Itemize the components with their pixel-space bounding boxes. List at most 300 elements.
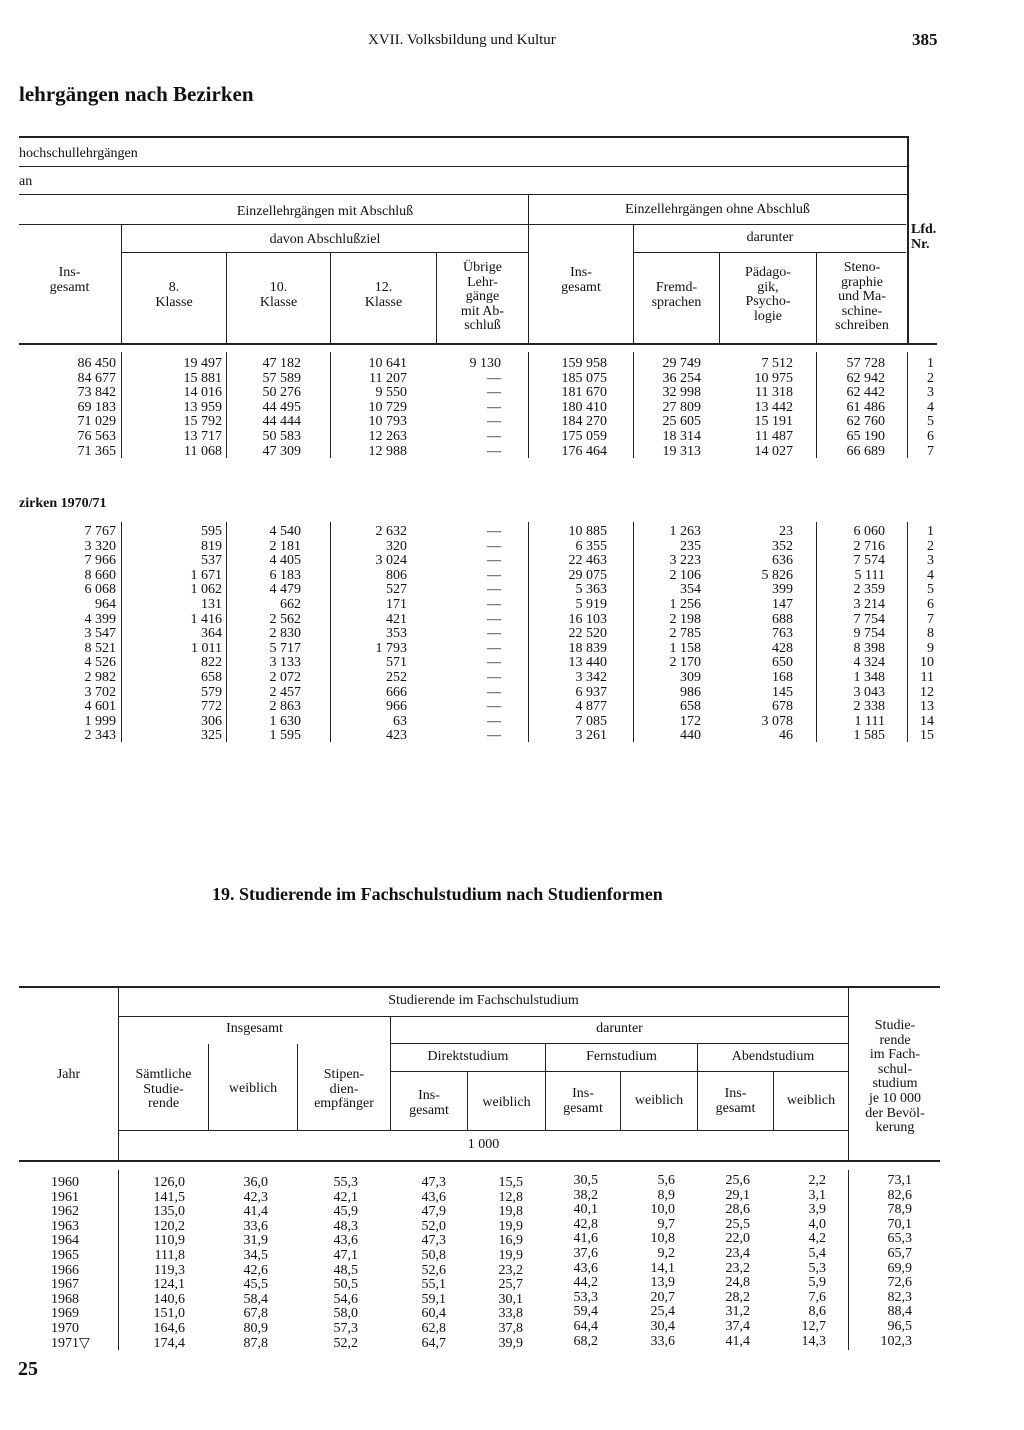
col-fern-weiblich-cell: 20,7 (650, 1289, 675, 1305)
b2-col-insgesamt-ohne-cell: 22 463 (568, 553, 607, 569)
header-jahr: Jahr (56, 1067, 81, 1082)
header-fern-weiblich: weiblich (634, 1093, 684, 1108)
col-abend-insgesamt-cell: 24,8 (725, 1275, 750, 1291)
b1-col-fremdsprachen-cell: 18 314 (662, 428, 701, 444)
b1-col-insgesamt-ohne (529, 357, 607, 459)
col-abend-weiblich-cell: 5,3 (808, 1260, 826, 1276)
b2-col-8-klasse-cell: 772 (201, 699, 222, 715)
col-fern-insgesamt-cell: 42,8 (573, 1216, 598, 1232)
b2-col-8-klasse-cell: 131 (201, 596, 222, 612)
col-weiblich-cell: 31,9 (243, 1233, 268, 1249)
col-abend-weiblich-cell: 8,6 (808, 1304, 826, 1320)
col-direkt-weiblich-cell: 19,8 (498, 1204, 523, 1220)
col-fern-weiblich-cell: 8,9 (657, 1187, 675, 1203)
b2-col-insgesamt-cell: 1 999 (84, 713, 116, 729)
b1-col-10-klasse-cell: 44 495 (262, 399, 301, 415)
col-direkt-weiblich-cell: 19,9 (498, 1247, 523, 1263)
b2-col-8-klasse-cell: 1 416 (190, 611, 222, 627)
b1-col-paedagogik-cell: 7 512 (761, 356, 793, 371)
b1-col-10-klasse-cell: 44 444 (262, 414, 301, 430)
col-stipendien-cell: 52,2 (333, 1335, 358, 1351)
col-saemtliche-cell: 135,0 (153, 1204, 185, 1220)
b2-col-uebrige-cell: — (487, 553, 501, 569)
b2-col-paedagogik-cell: 3 078 (761, 713, 793, 729)
col-fern-insgesamt-cell: 40,1 (573, 1202, 598, 1218)
col-weiblich-cell: 45,5 (243, 1277, 268, 1293)
b2-col-10-klasse-cell: 2 863 (269, 699, 301, 715)
davon-abschlussziel: davon Abschlußziel (269, 232, 381, 247)
b2-col-12-klasse-cell: 252 (386, 669, 407, 685)
col-fern-weiblich-cell: 10,0 (650, 1202, 675, 1218)
col-weiblich-cell: 67,8 (243, 1306, 268, 1322)
col-abend-weiblich-cell: 14,3 (801, 1333, 826, 1349)
b2-col-uebrige-cell: — (487, 669, 501, 685)
b1-col-fremdsprachen-cell: 25 605 (662, 414, 701, 430)
header-paedagogik: Pädago- gik, Psycho- logie (745, 265, 791, 324)
b2-col-10-klasse (227, 525, 301, 744)
b2-col-stenographie (817, 525, 885, 744)
col-abend-insgesamt-cell: 25,5 (725, 1216, 750, 1232)
b2-col-lfd-nr-cell: 6 (927, 596, 934, 612)
header-saemtliche: Sämtliche Studie- rende (135, 1067, 192, 1112)
header-direkt-weiblich: weiblich (482, 1095, 531, 1110)
b2-col-10-klasse-cell: 2 562 (269, 611, 301, 627)
b1-col-10-klasse-cell: 47 309 (262, 443, 301, 459)
b2-col-8-klasse-cell: 1 011 (191, 640, 222, 656)
header-abend-weiblich: weiblich (786, 1093, 836, 1108)
col-abend-weiblich-cell: 3,1 (808, 1187, 826, 1203)
b2-col-paedagogik-cell: 352 (772, 538, 793, 554)
b2-col-8-klasse-cell: 364 (201, 626, 222, 642)
b2-col-fremdsprachen-cell: 1 256 (669, 596, 701, 612)
b2-col-lfd-nr-cell: 12 (920, 684, 934, 700)
b2-col-10-klasse-cell: 4 540 (269, 524, 301, 539)
col-stipendien-cell: 48,5 (333, 1262, 358, 1278)
b2-col-10-klasse-cell: 5 717 (269, 640, 301, 656)
b2-col-insgesamt-ohne-cell: 29 075 (568, 567, 607, 583)
b1-col-insgesamt-ohne-cell: 159 958 (561, 356, 607, 371)
col-stipendien-cell: 58,0 (333, 1306, 358, 1322)
header-10-klasse: 10. Klasse (259, 280, 298, 310)
b2-col-insgesamt-ohne-cell: 22 520 (568, 626, 607, 642)
b1-col-fremdsprachen-cell: 36 254 (662, 370, 701, 386)
b2-col-10-klasse-cell: 3 133 (269, 655, 301, 671)
b1-col-12-klasse-cell: 10 729 (368, 399, 407, 415)
header-12-klasse: 12. Klasse (364, 280, 403, 310)
col-direkt-insgesamt-cell: 47,3 (421, 1175, 446, 1190)
b1-col-fremdsprachen-cell: 29 749 (662, 356, 701, 371)
col-abend-weiblich-cell: 4,0 (808, 1216, 826, 1232)
col-fern-insgesamt-cell: 44,2 (573, 1275, 598, 1291)
header-8-klasse: 8. Klasse (155, 280, 193, 310)
b1-col-uebrige-cell: — (487, 443, 501, 459)
b2-col-uebrige-cell: — (487, 524, 501, 539)
col-direkt-insgesamt (391, 1176, 446, 1351)
b2-col-paedagogik-cell: 5 826 (761, 567, 793, 583)
b2-col-10-klasse-cell: 662 (280, 596, 301, 612)
b2-col-8-klasse-cell: 306 (201, 713, 222, 729)
b1-col-12-klasse-cell: 9 550 (375, 385, 407, 401)
b2-col-stenographie-cell: 6 060 (853, 524, 885, 539)
b2-col-paedagogik (720, 525, 793, 744)
col-fern-insgesamt-cell: 68,2 (573, 1333, 598, 1349)
col-stipendien-cell: 43,6 (333, 1233, 358, 1249)
col-jahr-cell: 1963 (51, 1218, 79, 1234)
b1-col-12-klasse-cell: 12 988 (368, 443, 407, 459)
col-weiblich (209, 1176, 268, 1351)
col-abend-weiblich-cell: 3,9 (808, 1202, 826, 1218)
b1-col-stenographie-cell: 62 760 (846, 414, 885, 430)
row-label-hochschullehrgaengen: hochschullehrgängen (19, 146, 138, 161)
b2-col-stenographie-cell: 2 338 (853, 699, 885, 715)
b2-col-paedagogik-cell: 147 (772, 596, 793, 612)
b2-col-insgesamt-ohne-cell: 6 355 (575, 538, 607, 554)
col-jahr-cell: 1966 (51, 1262, 79, 1278)
header-abendstudium: Abendstudium (731, 1049, 815, 1064)
b2-col-paedagogik-cell: 678 (772, 699, 793, 715)
b2-col-12-klasse (331, 525, 407, 744)
col-direkt-weiblich-cell: 30,1 (498, 1291, 523, 1307)
col-je-10000-cell: 69,9 (887, 1260, 912, 1276)
b1-col-insgesamt-cell: 71 029 (77, 414, 116, 430)
col-direkt-insgesamt-cell: 47,3 (421, 1233, 446, 1249)
col-weiblich-cell: 41,4 (243, 1204, 268, 1220)
b1-col-lfd-nr-cell: 1 (927, 356, 934, 371)
header-uebrige-lehrgaenge: Übrige Lehr- gänge mit Ab- schluß (460, 260, 505, 334)
col-weiblich-cell: 36,0 (243, 1175, 268, 1190)
col-direkt-insgesamt-cell: 52,0 (421, 1218, 446, 1234)
col-weiblich-cell: 42,3 (243, 1189, 268, 1205)
b2-col-8-klasse-cell: 1 671 (190, 567, 222, 583)
b1-col-12-klasse-cell: 12 263 (368, 428, 407, 444)
b2-col-stenographie-cell: 7 574 (853, 553, 885, 569)
b2-col-uebrige-cell: — (487, 582, 501, 598)
header-weiblich-total: weiblich (228, 1081, 278, 1096)
b2-col-insgesamt-ohne-cell: 13 440 (568, 655, 607, 671)
b1-col-insgesamt-cell: 69 183 (77, 399, 116, 415)
b1-col-uebrige (437, 357, 501, 459)
col-abend-insgesamt-cell: 28,2 (725, 1289, 750, 1305)
b2-col-fremdsprachen-cell: 2 785 (669, 626, 701, 642)
b2-col-10-klasse-cell: 2 072 (269, 669, 301, 685)
col-fern-weiblich-cell: 9,7 (657, 1216, 675, 1232)
col-direkt-insgesamt-cell: 60,4 (421, 1306, 446, 1322)
col-je-10000-cell: 73,1 (887, 1173, 912, 1188)
b1-col-insgesamt (19, 357, 116, 459)
b2-col-stenographie-cell: 8 398 (853, 640, 885, 656)
col-jahr-cell: 1970 (51, 1320, 79, 1336)
b2-col-8-klasse-cell: 1 062 (190, 582, 222, 598)
col-fern-weiblich-cell: 25,4 (650, 1304, 675, 1320)
b1-col-fremdsprachen-cell: 19 313 (662, 443, 701, 459)
group-ohne-abschluss: Einzellehrgängen ohne Abschluß (625, 202, 810, 217)
b1-col-paedagogik-cell: 11 487 (755, 428, 793, 444)
b2-col-8-klasse-cell: 325 (201, 728, 222, 744)
b1-col-lfd-nr-cell: 3 (927, 385, 934, 401)
b2-col-stenographie-cell: 5 111 (854, 567, 885, 583)
b2-col-8-klasse-cell: 579 (201, 684, 222, 700)
col-direkt-insgesamt-cell: 64,7 (421, 1335, 446, 1351)
col-abend-insgesamt-cell: 23,4 (725, 1245, 750, 1261)
col-fern-insgesamt-cell: 53,3 (573, 1289, 598, 1305)
col-abend-insgesamt-cell: 28,6 (725, 1202, 750, 1218)
col-abend-weiblich-cell: 7,6 (808, 1289, 826, 1305)
b1-col-10-klasse-cell: 50 276 (262, 385, 301, 401)
b1-col-paedagogik-cell: 14 027 (754, 443, 793, 459)
darunter-header: darunter (746, 230, 794, 245)
col-je-10000 (850, 1174, 912, 1349)
col-fern-insgesamt-cell: 37,6 (573, 1245, 598, 1261)
col-fern-weiblich-cell: 14,1 (650, 1260, 675, 1276)
b1-col-fremdsprachen-cell: 27 809 (662, 399, 701, 415)
b1-col-insgesamt-cell: 76 563 (77, 428, 116, 444)
col-saemtliche-cell: 119,3 (154, 1262, 185, 1278)
col-je-10000-cell: 88,4 (887, 1304, 912, 1320)
col-saemtliche-cell: 124,1 (153, 1277, 185, 1293)
b2-col-uebrige-cell: — (487, 655, 501, 671)
header-direkt-insgesamt: Ins- gesamt (409, 1088, 449, 1118)
b2-col-lfd-nr-cell: 14 (920, 713, 934, 729)
b1-col-lfd-nr-cell: 4 (927, 399, 934, 415)
lfd-nr-header: Lfd. Nr. (911, 222, 937, 252)
col-stipendien-cell: 48,3 (333, 1218, 358, 1234)
b2-col-12-klasse-cell: 353 (386, 626, 407, 642)
b2-col-insgesamt-cell: 6 068 (84, 582, 116, 598)
b1-col-10-klasse-cell: 50 583 (262, 428, 301, 444)
b1-col-paedagogik-cell: 11 318 (755, 385, 793, 401)
col-direkt-weiblich-cell: 39,9 (498, 1335, 523, 1351)
col-je-10000-cell: 82,6 (887, 1187, 912, 1203)
b2-col-insgesamt-ohne-cell: 7 085 (575, 713, 607, 729)
b1-col-insgesamt-cell: 84 677 (77, 370, 116, 386)
b1-col-10-klasse (227, 357, 301, 459)
col-jahr-cell: 1961 (51, 1189, 79, 1205)
b2-col-8-klasse-cell: 819 (201, 538, 222, 554)
header-darunter-group: darunter (596, 1021, 643, 1036)
col-fern-weiblich-cell: 30,4 (650, 1318, 675, 1334)
b2-col-insgesamt-cell: 3 547 (84, 626, 116, 642)
b1-col-uebrige-cell: — (487, 428, 501, 444)
b2-col-stenographie-cell: 9 754 (853, 626, 885, 642)
b2-col-lfd-nr-cell: 3 (927, 553, 934, 569)
col-saemtliche-cell: 140,6 (153, 1291, 185, 1307)
col-fern-insgesamt-cell: 41,6 (573, 1231, 598, 1247)
col-saemtliche-cell: 151,0 (153, 1306, 185, 1322)
b2-col-stenographie-cell: 7 754 (853, 611, 885, 627)
running-title: XVII. Volksbildung und Kultur (368, 32, 556, 48)
b1-col-uebrige-cell: — (487, 385, 501, 401)
b2-col-10-klasse-cell: 2 830 (269, 626, 301, 642)
b2-col-uebrige-cell: — (487, 611, 501, 627)
b2-col-uebrige-cell: — (487, 713, 501, 729)
b2-col-uebrige-cell: — (487, 684, 501, 700)
b2-col-insgesamt-ohne (529, 525, 607, 744)
col-fern-weiblich (621, 1174, 675, 1349)
group-mit-abschluss: Einzellehrgängen mit Abschluß (236, 204, 414, 219)
b2-col-12-klasse-cell: 966 (386, 699, 407, 715)
col-direkt-weiblich-cell: 33,8 (498, 1306, 523, 1322)
col-weiblich-cell: 42,6 (243, 1262, 268, 1278)
col-fern-insgesamt-cell: 30,5 (573, 1173, 598, 1188)
b1-col-insgesamt-cell: 86 450 (77, 356, 116, 371)
b2-col-insgesamt-cell: 8 660 (84, 567, 116, 583)
b1-col-uebrige-cell: — (487, 370, 501, 386)
b2-col-12-klasse-cell: 320 (386, 538, 407, 554)
b2-col-insgesamt-ohne-cell: 3 261 (575, 728, 607, 744)
header-fernstudium: Fernstudium (586, 1049, 657, 1064)
col-abend-weiblich-cell: 4,2 (808, 1231, 826, 1247)
col-fern-weiblich-cell: 5,6 (657, 1173, 675, 1188)
col-saemtliche-cell: 110,9 (154, 1233, 185, 1249)
col-abend-weiblich-cell: 2,2 (808, 1173, 826, 1188)
b2-col-uebrige-cell: — (487, 567, 501, 583)
b2-col-uebrige-cell: — (487, 728, 501, 744)
b1-col-stenographie-cell: 65 190 (846, 428, 885, 444)
b2-col-lfd-nr-cell: 8 (927, 626, 934, 642)
col-direkt-insgesamt-cell: 55,1 (421, 1277, 446, 1293)
col-je-10000-cell: 65,7 (887, 1245, 912, 1261)
b1-col-12-klasse-cell: 11 207 (369, 370, 407, 386)
col-stipendien-cell: 47,1 (333, 1247, 358, 1263)
col-direkt-weiblich-cell: 16,9 (498, 1233, 523, 1249)
b2-col-lfd-nr-cell: 9 (927, 640, 934, 656)
col-abend-insgesamt-cell: 37,4 (725, 1318, 750, 1334)
b2-col-paedagogik-cell: 636 (772, 553, 793, 569)
b2-col-stenographie-cell: 3 214 (853, 596, 885, 612)
b2-col-stenographie-cell: 3 043 (853, 684, 885, 700)
b2-col-uebrige (437, 525, 501, 744)
col-fern-insgesamt (546, 1174, 598, 1349)
b2-col-insgesamt-cell: 3 702 (84, 684, 116, 700)
col-stipendien-cell: 57,3 (333, 1320, 358, 1336)
col-abend-insgesamt-cell: 31,2 (725, 1304, 750, 1320)
b2-col-fremdsprachen (634, 525, 701, 744)
b2-col-stenographie-cell: 2 359 (853, 582, 885, 598)
b2-col-stenographie-cell: 1 348 (853, 669, 885, 685)
b1-col-uebrige-cell: 9 130 (469, 356, 501, 371)
b2-col-fremdsprachen-cell: 172 (680, 713, 701, 729)
b2-col-insgesamt-ohne-cell: 3 342 (575, 669, 607, 685)
col-direkt-insgesamt-cell: 43,6 (421, 1189, 446, 1205)
b1-col-lfd-nr-cell: 6 (927, 428, 934, 444)
col-je-10000-cell: 102,3 (880, 1333, 912, 1349)
col-direkt-insgesamt-cell: 62,8 (421, 1320, 446, 1336)
col-jahr-cell: 1962 (51, 1204, 79, 1220)
col-direkt-insgesamt-cell: 59,1 (421, 1291, 446, 1307)
b2-col-lfd-nr-cell: 13 (920, 699, 934, 715)
b2-col-insgesamt-ohne-cell: 10 885 (568, 524, 607, 539)
b1-col-stenographie-cell: 57 728 (846, 356, 885, 371)
b1-col-10-klasse-cell: 47 182 (262, 356, 301, 371)
col-direkt-weiblich-cell: 25,7 (498, 1277, 523, 1293)
b1-col-8-klasse (122, 357, 222, 459)
b1-col-8-klasse-cell: 19 497 (183, 356, 222, 371)
col-abend-insgesamt-cell: 22,0 (725, 1231, 750, 1247)
col-fern-insgesamt-cell: 64,4 (573, 1318, 598, 1334)
col-weiblich-cell: 80,9 (243, 1320, 268, 1336)
b2-col-stenographie-cell: 2 716 (853, 538, 885, 554)
b2-col-insgesamt-cell: 4 526 (84, 655, 116, 671)
header-stenographie: Steno- graphie und Ma- schine- schreiben (835, 260, 889, 334)
b1-col-8-klasse-cell: 11 068 (184, 443, 222, 459)
col-direkt-weiblich-cell: 23,2 (498, 1262, 523, 1278)
b2-col-insgesamt-cell: 2 343 (84, 728, 116, 744)
col-jahr (19, 1176, 119, 1351)
b2-col-insgesamt-ohne-cell: 5 363 (575, 582, 607, 598)
block2-label: zirken 1970/71 (19, 496, 107, 511)
col-direkt-weiblich-cell: 37,8 (498, 1320, 523, 1336)
b1-col-insgesamt-ohne-cell: 180 410 (561, 399, 607, 415)
b2-col-lfd-nr-cell: 10 (920, 655, 934, 671)
col-abend-insgesamt (698, 1174, 750, 1349)
b2-col-lfd-nr-cell: 4 (927, 567, 934, 583)
b2-col-10-klasse-cell: 1 595 (269, 728, 301, 744)
row-label-an: an (19, 174, 33, 189)
b2-col-uebrige-cell: — (487, 640, 501, 656)
b1-col-stenographie-cell: 62 442 (846, 385, 885, 401)
col-weiblich-cell: 58,4 (243, 1291, 268, 1307)
b2-col-12-klasse-cell: 527 (386, 582, 407, 598)
col-saemtliche-cell: 126,0 (153, 1175, 185, 1190)
b1-col-uebrige-cell: — (487, 414, 501, 430)
b2-col-fremdsprachen-cell: 440 (680, 728, 701, 744)
b2-col-fremdsprachen-cell: 1 263 (669, 524, 701, 539)
b2-col-fremdsprachen-cell: 658 (680, 699, 701, 715)
b1-col-lfd-nr (912, 357, 934, 459)
b2-col-10-klasse-cell: 1 630 (269, 713, 301, 729)
b2-col-lfd-nr-cell: 2 (927, 538, 934, 554)
b2-col-12-klasse-cell: 806 (386, 567, 407, 583)
b1-col-insgesamt-ohne-cell: 175 059 (561, 428, 607, 444)
b1-col-stenographie-cell: 61 486 (846, 399, 885, 415)
col-stipendien-cell: 42,1 (333, 1189, 358, 1205)
page-number: 385 (912, 30, 938, 49)
b2-col-fremdsprachen-cell: 3 223 (669, 553, 701, 569)
b1-col-insgesamt-cell: 73 842 (77, 385, 116, 401)
col-direkt-weiblich (468, 1176, 523, 1351)
b2-col-insgesamt-ohne-cell: 4 877 (575, 699, 607, 715)
col-je-10000-cell: 65,3 (887, 1231, 912, 1247)
b2-col-lfd-nr-cell: 5 (927, 582, 934, 598)
col-direkt-insgesamt-cell: 52,6 (421, 1262, 446, 1278)
col-saemtliche-cell: 174,4 (153, 1335, 185, 1351)
b1-col-lfd-nr-cell: 7 (927, 443, 934, 459)
col-abend-insgesamt-cell: 25,6 (725, 1173, 750, 1188)
b1-col-insgesamt-ohne-cell: 176 464 (561, 443, 607, 459)
b1-col-fremdsprachen-cell: 32 998 (662, 385, 701, 401)
header-insgesamt-group: Insgesamt (226, 1021, 283, 1036)
b2-col-insgesamt-cell: 964 (95, 596, 116, 612)
unit-label: 1 000 (467, 1137, 500, 1152)
b2-col-uebrige-cell: — (487, 626, 501, 642)
b1-col-insgesamt-cell: 71 365 (77, 443, 116, 459)
b2-col-insgesamt-cell: 8 521 (84, 640, 116, 656)
header-insgesamt: Ins- gesamt (49, 265, 90, 295)
b1-col-lfd-nr-cell: 5 (927, 414, 934, 430)
b2-col-10-klasse-cell: 2 457 (269, 684, 301, 700)
b2-col-lfd-nr-cell: 7 (927, 611, 934, 627)
b1-col-paedagogik-cell: 13 442 (754, 399, 793, 415)
col-weiblich-cell: 87,8 (243, 1335, 268, 1351)
b2-col-12-klasse-cell: 1 793 (375, 640, 407, 656)
col-saemtliche-cell: 164,6 (153, 1320, 185, 1336)
b2-col-stenographie-cell: 4 324 (853, 655, 885, 671)
col-saemtliche-cell: 141,5 (153, 1189, 185, 1205)
col-direkt-weiblich-cell: 12,8 (498, 1189, 523, 1205)
b2-col-10-klasse-cell: 6 183 (269, 567, 301, 583)
b2-col-fremdsprachen-cell: 2 106 (669, 567, 701, 583)
col-fern-insgesamt-cell: 59,4 (573, 1304, 598, 1320)
